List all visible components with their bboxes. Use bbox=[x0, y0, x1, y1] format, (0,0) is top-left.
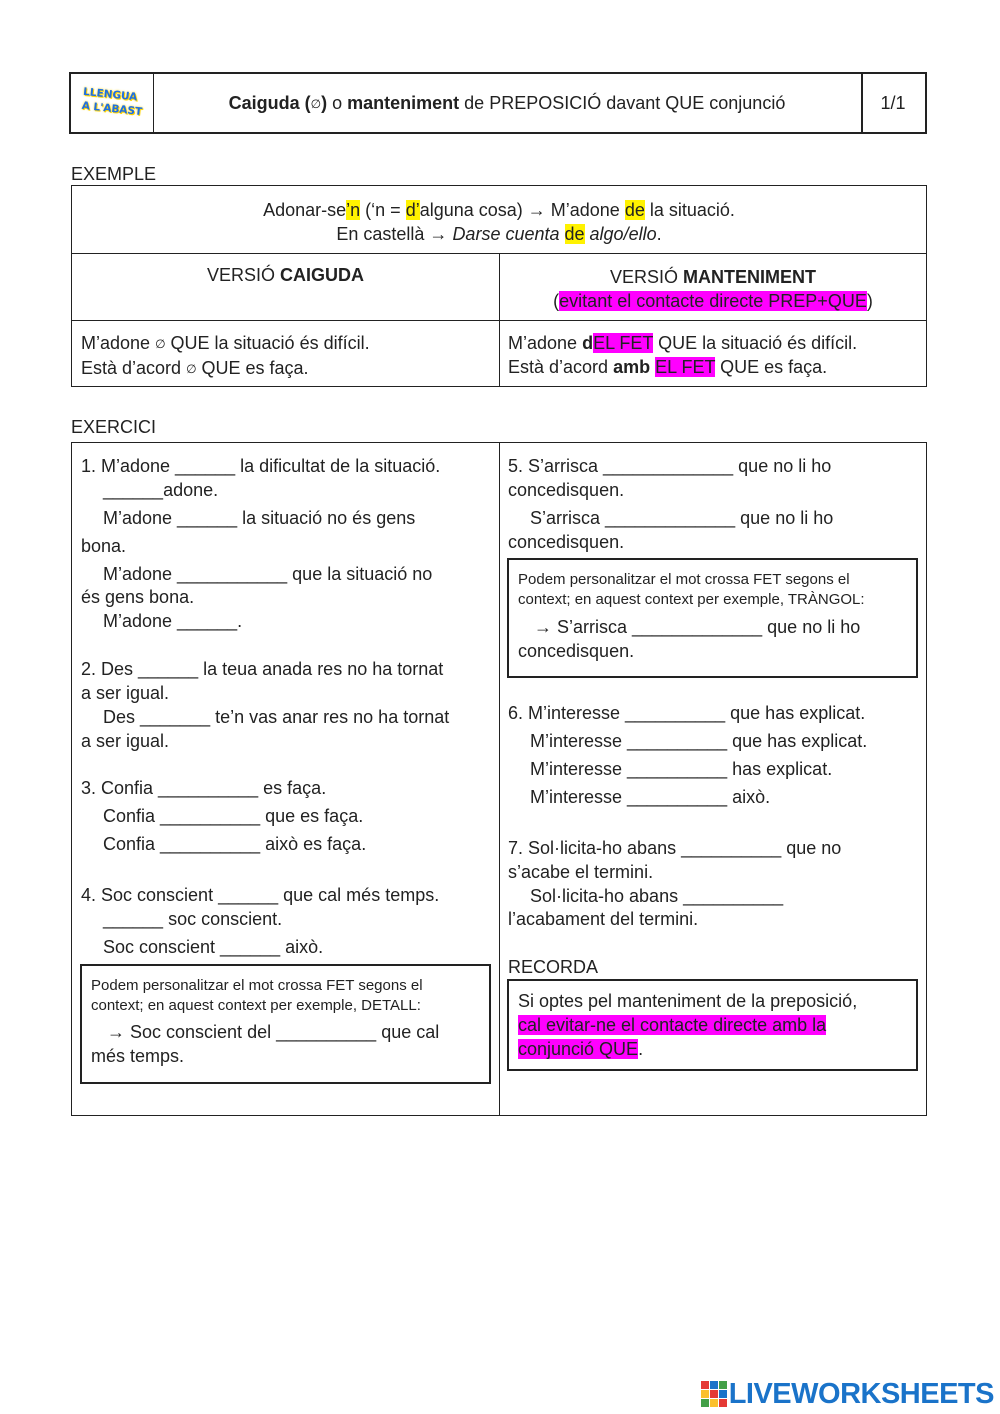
text: QUE la situació és difícil. bbox=[653, 333, 858, 353]
example-intro bbox=[72, 186, 926, 254]
text: Adonar-se bbox=[263, 200, 347, 220]
col-header-caiguda bbox=[72, 254, 500, 321]
highlight: conjunció QUE bbox=[518, 1039, 639, 1059]
title-part: ) bbox=[321, 92, 328, 113]
highlight: evitant el contacte directe PREP+QUE bbox=[559, 291, 867, 311]
text: QUE es faça. bbox=[196, 358, 309, 378]
exercise-line: ______adone. bbox=[103, 480, 219, 500]
exercise-right-column bbox=[500, 443, 926, 1115]
highlight: de bbox=[624, 200, 645, 220]
exercise-line: 1. M’adone ______ la dificultat de la situació. bbox=[81, 456, 441, 476]
tip-line: → S’arrisca _____________ que no li ho bbox=[534, 617, 861, 637]
exercise-line: M’interesse __________ que has explicat. bbox=[530, 731, 868, 751]
manteniment-examples bbox=[500, 321, 926, 386]
tip-line: concedisquen. bbox=[518, 641, 635, 661]
recorda-line: Si optes pel manteniment de la preposició, bbox=[518, 991, 858, 1011]
exercise-line: a ser igual. bbox=[81, 683, 170, 703]
recorda-line bbox=[518, 1039, 643, 1060]
title-part: manteniment bbox=[347, 92, 460, 113]
text: En castellà → bbox=[336, 224, 453, 244]
exercise-line: concedisquen. bbox=[508, 480, 625, 500]
header-table bbox=[69, 72, 927, 134]
text: algo/ello bbox=[584, 224, 657, 244]
text: VERSIÓ bbox=[609, 267, 684, 287]
text: MANTENIMENT bbox=[683, 267, 817, 287]
highlight: ’n bbox=[346, 200, 361, 220]
exercise-line: S’arrisca _____________ que no li ho bbox=[530, 508, 834, 528]
text: VERSIÓ bbox=[206, 265, 281, 285]
text: QUE la situació és difícil. bbox=[165, 333, 370, 353]
logo-cell bbox=[71, 74, 154, 132]
highlight: cal evitar-ne el contacte directe amb la bbox=[518, 1015, 827, 1035]
logo-text-2: A L'ABAST bbox=[81, 99, 143, 119]
tip-box-detall bbox=[80, 964, 491, 1084]
exercise-line: bona. bbox=[81, 536, 127, 556]
highlight: de bbox=[564, 224, 585, 244]
recorda-box bbox=[507, 979, 918, 1071]
text: la situació. bbox=[644, 200, 735, 220]
text: . bbox=[638, 1039, 644, 1059]
tip-line: context; en aquest context per exemple, TRÀNGOL: bbox=[518, 591, 865, 608]
exercise-line: 3. Confia __________ es faça. bbox=[81, 778, 327, 798]
text: (‘n = bbox=[360, 200, 406, 220]
logo bbox=[80, 85, 145, 125]
exercise-line: s’acabe el termini. bbox=[508, 862, 654, 882]
tip-line: context; en aquest context per exemple, DETALL: bbox=[91, 997, 421, 1014]
empty-set-icon: ∅ bbox=[155, 337, 166, 351]
exercise-line: M’interesse __________ això. bbox=[530, 787, 771, 807]
text: Darse cuenta bbox=[452, 224, 565, 244]
title-part: de PREPOSICIÓ davant QUE conjunció bbox=[459, 92, 786, 113]
exercise-line: ______ soc conscient. bbox=[103, 909, 283, 929]
brand-text: LIVEWORKSHEETS bbox=[728, 1377, 994, 1410]
text: ) bbox=[866, 291, 873, 311]
tip-line: més temps. bbox=[91, 1046, 185, 1066]
title-part: Caiguda ( bbox=[228, 92, 311, 113]
exercise-line: Confia __________ això es faça. bbox=[103, 834, 367, 854]
text: M’adone bbox=[508, 333, 583, 353]
text: Està d’acord bbox=[508, 357, 614, 377]
exercise-table bbox=[71, 442, 927, 1116]
tip-line: Podem personalitzar el mot crossa FET segons el bbox=[518, 571, 850, 588]
tip-line: Podem personalitzar el mot crossa FET segons el bbox=[91, 977, 423, 994]
text: ( bbox=[553, 291, 560, 311]
text: Està d’acord bbox=[81, 358, 187, 378]
exercise-line: 7. Sol·licita-ho abans __________ que no bbox=[508, 838, 842, 858]
exercise-left-column bbox=[72, 443, 500, 1115]
exercise-line: 4. Soc conscient ______ que cal més temps. bbox=[81, 885, 440, 905]
exercise-line: M’adone ___________ que la situació no bbox=[103, 564, 433, 584]
recorda-line bbox=[518, 1015, 826, 1036]
text: CAIGUDA bbox=[280, 265, 365, 285]
logo-text-1: LLENGUA bbox=[82, 85, 138, 104]
page-number: 1/1 bbox=[880, 92, 906, 113]
example-label: EXEMPLE bbox=[71, 164, 157, 184]
highlight: d’ bbox=[405, 200, 420, 220]
exercise-label: EXERCICI bbox=[71, 417, 157, 437]
text: alguna cosa) → M’adone bbox=[419, 200, 625, 220]
example-table bbox=[71, 185, 927, 387]
exercise-line: és gens bona. bbox=[81, 587, 195, 607]
exercise-line: Soc conscient ______ això. bbox=[103, 937, 324, 957]
exercise-line: M’adone ______. bbox=[103, 611, 243, 631]
text: QUE es faça. bbox=[715, 357, 828, 377]
liveworksheets-icon bbox=[701, 1381, 727, 1407]
highlight: EL FET bbox=[593, 333, 654, 353]
col-header-manteniment bbox=[500, 254, 926, 321]
caiguda-examples bbox=[72, 321, 500, 386]
exercise-line: l’acabament del termini. bbox=[508, 909, 699, 929]
exercise-line: a ser igual. bbox=[81, 731, 170, 751]
exercise-line: 5. S’arrisca _____________ que no li ho bbox=[508, 456, 832, 476]
text: d bbox=[582, 333, 594, 353]
liveworksheets-logo bbox=[701, 1374, 994, 1414]
tip-line: → Soc conscient del __________ que cal bbox=[107, 1022, 440, 1042]
highlight: EL FET bbox=[655, 357, 716, 377]
recorda-label: RECORDA bbox=[508, 957, 599, 977]
exercise-line: M’interesse __________ has explicat. bbox=[530, 759, 833, 779]
empty-set-icon: ∅ bbox=[186, 362, 197, 376]
exercise-line: concedisquen. bbox=[508, 532, 625, 552]
page-title bbox=[153, 74, 863, 132]
text: M’adone bbox=[81, 333, 156, 353]
text: amb bbox=[613, 357, 651, 377]
tip-box-trangol bbox=[507, 558, 918, 678]
text: . bbox=[656, 224, 662, 244]
exercise-line: M’adone ______ la situació no és gens bbox=[103, 508, 416, 528]
exercise-line: 6. M’interesse __________ que has explicat. bbox=[508, 703, 866, 723]
title-part: o bbox=[327, 92, 348, 113]
exercise-line: 2. Des ______ la teua anada res no ha tornat bbox=[81, 659, 444, 679]
empty-set-icon: ∅ bbox=[310, 96, 322, 111]
exercise-line: Des _______ te’n vas anar res no ha tornat bbox=[103, 707, 450, 727]
exercise-line: Confia __________ que es faça. bbox=[103, 806, 364, 826]
exercise-line: Sol·licita-ho abans __________ bbox=[530, 886, 784, 906]
